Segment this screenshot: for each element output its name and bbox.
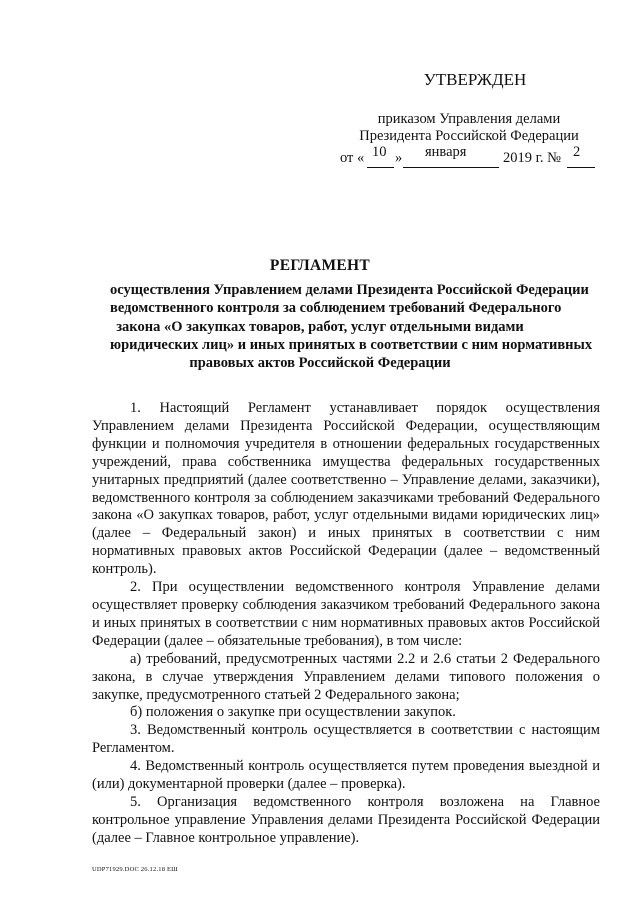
document-title: РЕГЛАМЕНТ <box>269 257 371 274</box>
paragraph-2: 2. При осуществлении ведомственного контроля Управление делами осуществляет проверку соблюдения заказчиком требований Федерального закона и иных принятых в соответствии с ним нормативных правовых актов Российской Федерации (далее – обязательные требования), в том числе: <box>92 579 600 649</box>
order-line-2: Президента Российской Федерации <box>359 128 579 144</box>
document-subtitle <box>110 281 593 372</box>
file-footer: UDP71929.DOC 26.12.18 ЕШ <box>92 866 178 873</box>
order-number-field <box>567 144 595 168</box>
paragraph-2a: а) требований, предусмотренных частями 2.2 и 2.6 статьи 2 Федерального закона, в случае утверждения Управлением делами типового положения о закупке, предусмотренного статьей 2 Федерального закона; <box>92 650 600 703</box>
paragraph-1: 1. Настоящий Регламент устанавливает порядок осуществления Управлением делами Президента Российской Федерации, осуществляющим функции и полномочия учредителя в отношении федеральных государственных учреждений, права собственника имущества федеральных государственных унитарных предприятий (далее соответственно – Управление делами, заказчики), ведомственного контроля за соблюдением заказчиками требований Федерального закона «О закупках товаров, работ, услуг отдельными видами юридических лиц» (далее – Федеральный закон) и иных принятых в соответствии с ним нормативных правовых актов Российской Федерации (далее – ведомственный контроль). <box>92 400 600 578</box>
date-quote-close: » <box>395 150 403 166</box>
year-number-label: 2019 г. № <box>503 150 562 166</box>
day-value: 10 <box>372 144 387 160</box>
paragraph-4: 4. Ведомственный контроль осуществляется путем проведения выездной и (или) документарной проверки (далее – проверка). <box>92 758 600 793</box>
approved-heading: УТВЕРЖДЕН <box>423 70 527 89</box>
subtitle-line: правовых актов Российской Федерации <box>189 355 451 372</box>
date-prefix: от « <box>340 150 365 166</box>
order-line-1: приказом Управления делами <box>377 111 561 127</box>
month-field <box>403 144 499 168</box>
paragraph-5: 5. Организация ведомственного контроля возложена на Главное контрольное управление Управления делами Президента Российской Федерации (далее – Главное контрольное управление). <box>92 793 600 846</box>
day-field <box>367 144 394 168</box>
paragraph-3: 3. Ведомственный контроль осуществляется в соответствии с настоящим Регламентом. <box>92 722 600 757</box>
subtitle-line: закона «О закупках товаров, работ, услуг отдельными видами <box>116 318 524 335</box>
month-value: января <box>425 144 467 160</box>
subtitle-line: юридических лиц» и иных принятых в соответствии с ним нормативных <box>110 336 593 353</box>
subtitle-line: ведомственного контроля за соблюдением требований Федерального <box>110 300 562 317</box>
document-body <box>92 400 600 848</box>
subtitle-line: осуществления Управлением делами Президента Российской Федерации <box>110 282 589 298</box>
paragraph-2b: б) положения о закупке при осуществлении закупок. <box>130 704 456 721</box>
order-number-value: 2 <box>573 144 581 160</box>
